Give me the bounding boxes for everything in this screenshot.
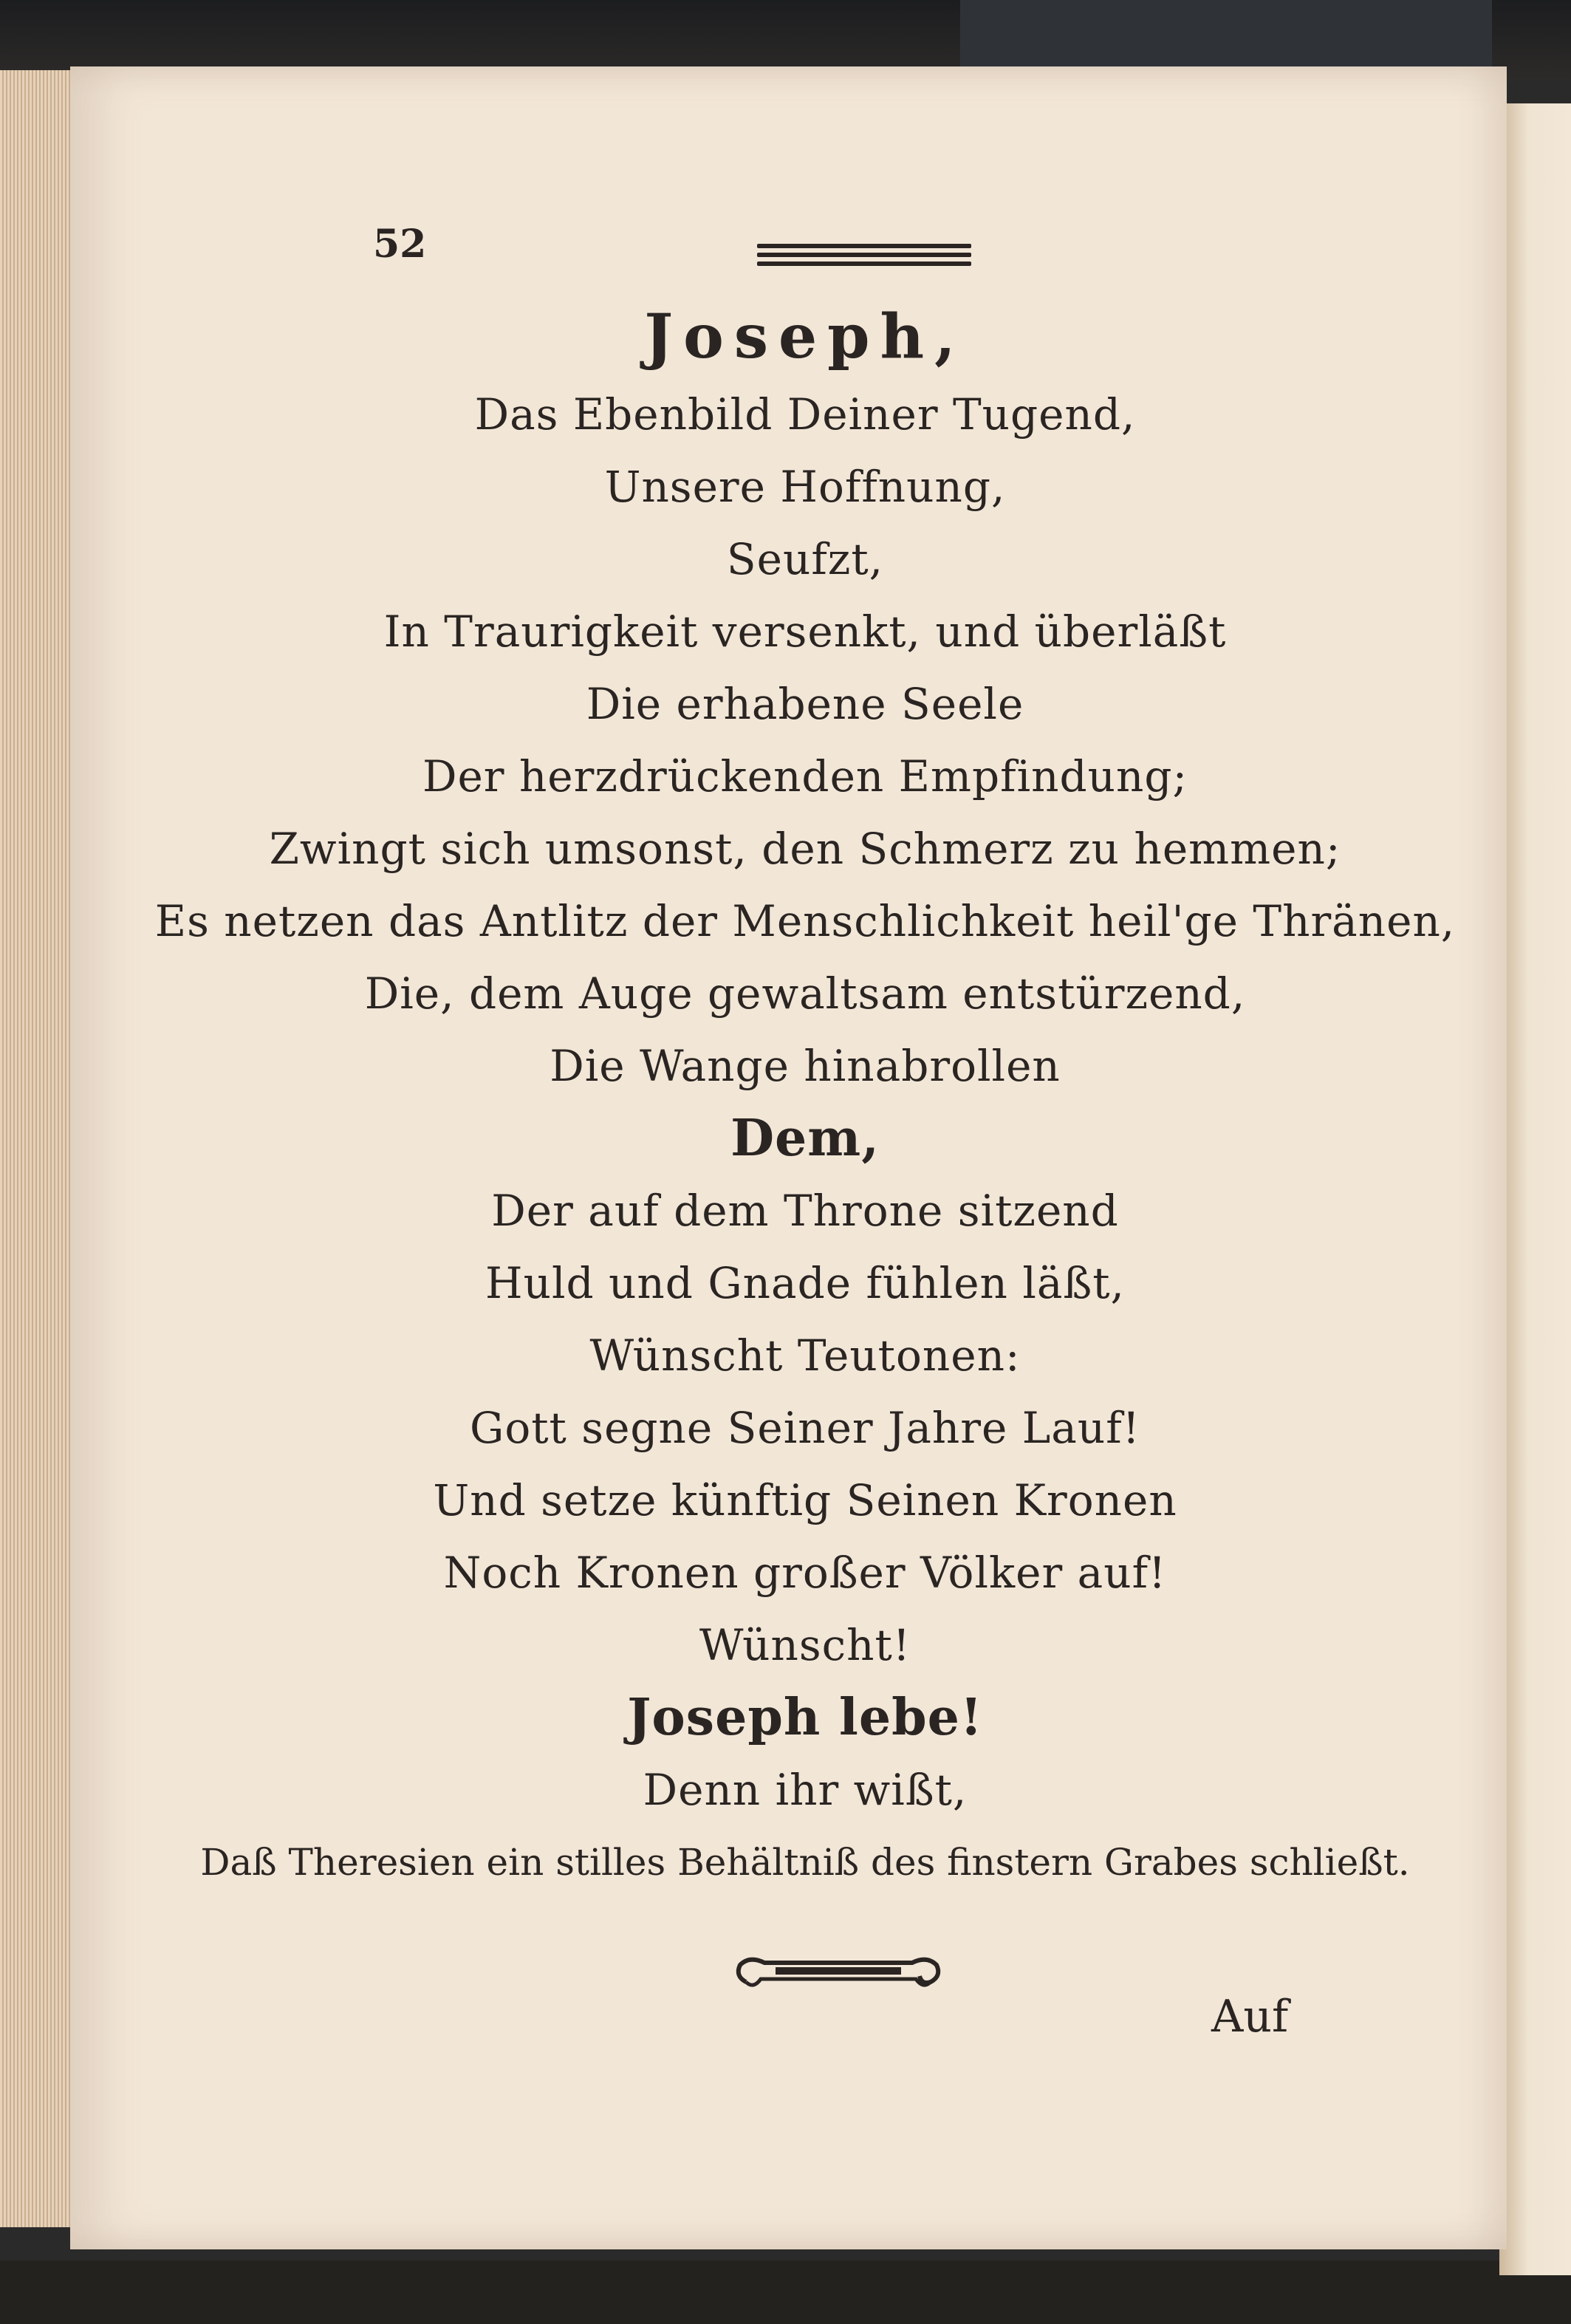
verse-line: Denn ihr wißt,	[643, 1765, 968, 1815]
bottom-background	[0, 2260, 1571, 2324]
page-number: 52	[373, 222, 427, 267]
verse-line: Gott segne Seiner Jahre Lauf!	[470, 1403, 1140, 1453]
verse-line: Unsere Hoffnung,	[604, 462, 1006, 512]
catchword: Auf	[1211, 1991, 1289, 2043]
verse-line: Joseph lebe!	[627, 1688, 983, 1747]
verse-line: Dem,	[730, 1109, 880, 1168]
header-rule	[757, 244, 971, 276]
verse-line: Der herzdrückenden Empfindung;	[422, 751, 1188, 802]
header-rule-bar-middle	[757, 253, 971, 257]
tailpiece-ornament	[731, 1947, 945, 1998]
header-rule-bar-bottom	[757, 262, 971, 266]
verse-line: Zwingt sich umsonst, den Schmerz zu hemmen;	[269, 824, 1341, 874]
header-rule-bar-top	[757, 244, 971, 248]
verse-line: Joseph,	[644, 301, 966, 372]
verse-line: Das Ebenbild Deiner Tugend,	[474, 389, 1136, 440]
verse-line: In Traurigkeit versenkt, und überläßt	[383, 606, 1227, 657]
poem-text	[148, 295, 1462, 1898]
verse-line: Die, dem Auge gewaltsam entstürzend,	[364, 968, 1246, 1019]
verse-line: Und setze künftig Seinen Kronen	[433, 1475, 1177, 1525]
verse-line: Wünscht!	[699, 1620, 911, 1670]
top-background-strip	[960, 0, 1492, 70]
verse-line: Noch Kronen großer Völker auf!	[443, 1548, 1167, 1598]
verse-line: Huld und Gnade fühlen läßt,	[485, 1258, 1125, 1308]
verse-line: Der auf dem Throne sitzend	[491, 1186, 1119, 1236]
verse-line: Wünscht Teutonen:	[589, 1330, 1021, 1381]
verse-line: Es netzen das Antlitz der Menschlichkeit heil'ge Thränen,	[154, 896, 1456, 946]
verse-line: Die Wange hinabrollen	[550, 1041, 1061, 1091]
verse-line: Seufzt,	[726, 534, 884, 584]
verse-line: Die erhabene Seele	[586, 679, 1024, 729]
verse-line: Daß Theresien ein stilles Behältniß des finstern Grabes schließt.	[200, 1841, 1410, 1884]
facing-page-edge	[1499, 103, 1571, 2275]
